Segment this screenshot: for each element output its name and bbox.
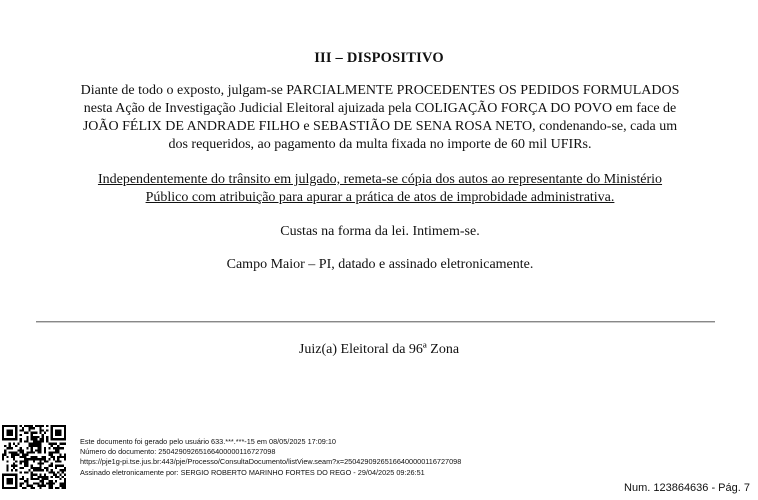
- footer-document-number: Número do documento: 25042909265166400000116727098: [80, 447, 276, 457]
- ruling-line-3: JOÃO FÉLIX DE ANDRADE FILHO e SEBASTIÃO DE SENA ROSA NETO, condenando-se, cada um: [82, 119, 678, 134]
- costs-paragraph: Custas na forma da lei. Intimem-se.: [280, 224, 480, 239]
- section-title: III – DISPOSITIVO: [314, 50, 444, 66]
- referral-paragraph: [30, 171, 730, 207]
- footer-verification-url[interactable]: https://pje1g-pi.tse.jus.br:443/pje/Processo/ConsultaDocumento/listView.seam?x=25042909265166400000116727098: [80, 457, 462, 467]
- footer-signed-by: Assinado eletronicamente por: SERGIO ROBERTO MARINHO FORTES DO REGO - 29/04/2025 09:26:51: [80, 467, 425, 477]
- referral-line-2: Público com atribuição para apurar a prática de atos de improbidade administrativa.: [145, 190, 615, 205]
- footer-generated-by: Este documento foi gerado pelo usuário 633.***.***-15 em 08/05/2025 17:09:10: [80, 437, 336, 446]
- judge-title: Juiz(a) Eleitoral da 96ª Zona: [298, 342, 460, 357]
- referral-line-1: Independentemente do trânsito em julgado, remeta-se cópia dos autos ao representante do Ministério: [97, 172, 663, 187]
- ruling-paragraph: [30, 82, 730, 154]
- ruling-line-2: nesta Ação de Investigação Judicial Eleitoral ajuizada pela COLIGAÇÃO FORÇA DO POVO em face de: [83, 101, 677, 116]
- place-date-paragraph: Campo Maior – PI, datado e assinado eletronicamente.: [226, 257, 534, 272]
- qr-code-icon: [2, 425, 66, 489]
- page-number: Num. 123864636 - Pág. 7: [624, 482, 750, 494]
- signature-line: [36, 321, 715, 322]
- document-footer: [80, 437, 461, 478]
- ruling-line-4: dos requeridos, ao pagamento da multa fixada no importe de 60 mil UFIRs.: [168, 137, 592, 152]
- ruling-line-1: Diante de todo o exposto, julgam-se PARCIALMENTE PROCEDENTES OS PEDIDOS FORMULADOS: [80, 83, 680, 98]
